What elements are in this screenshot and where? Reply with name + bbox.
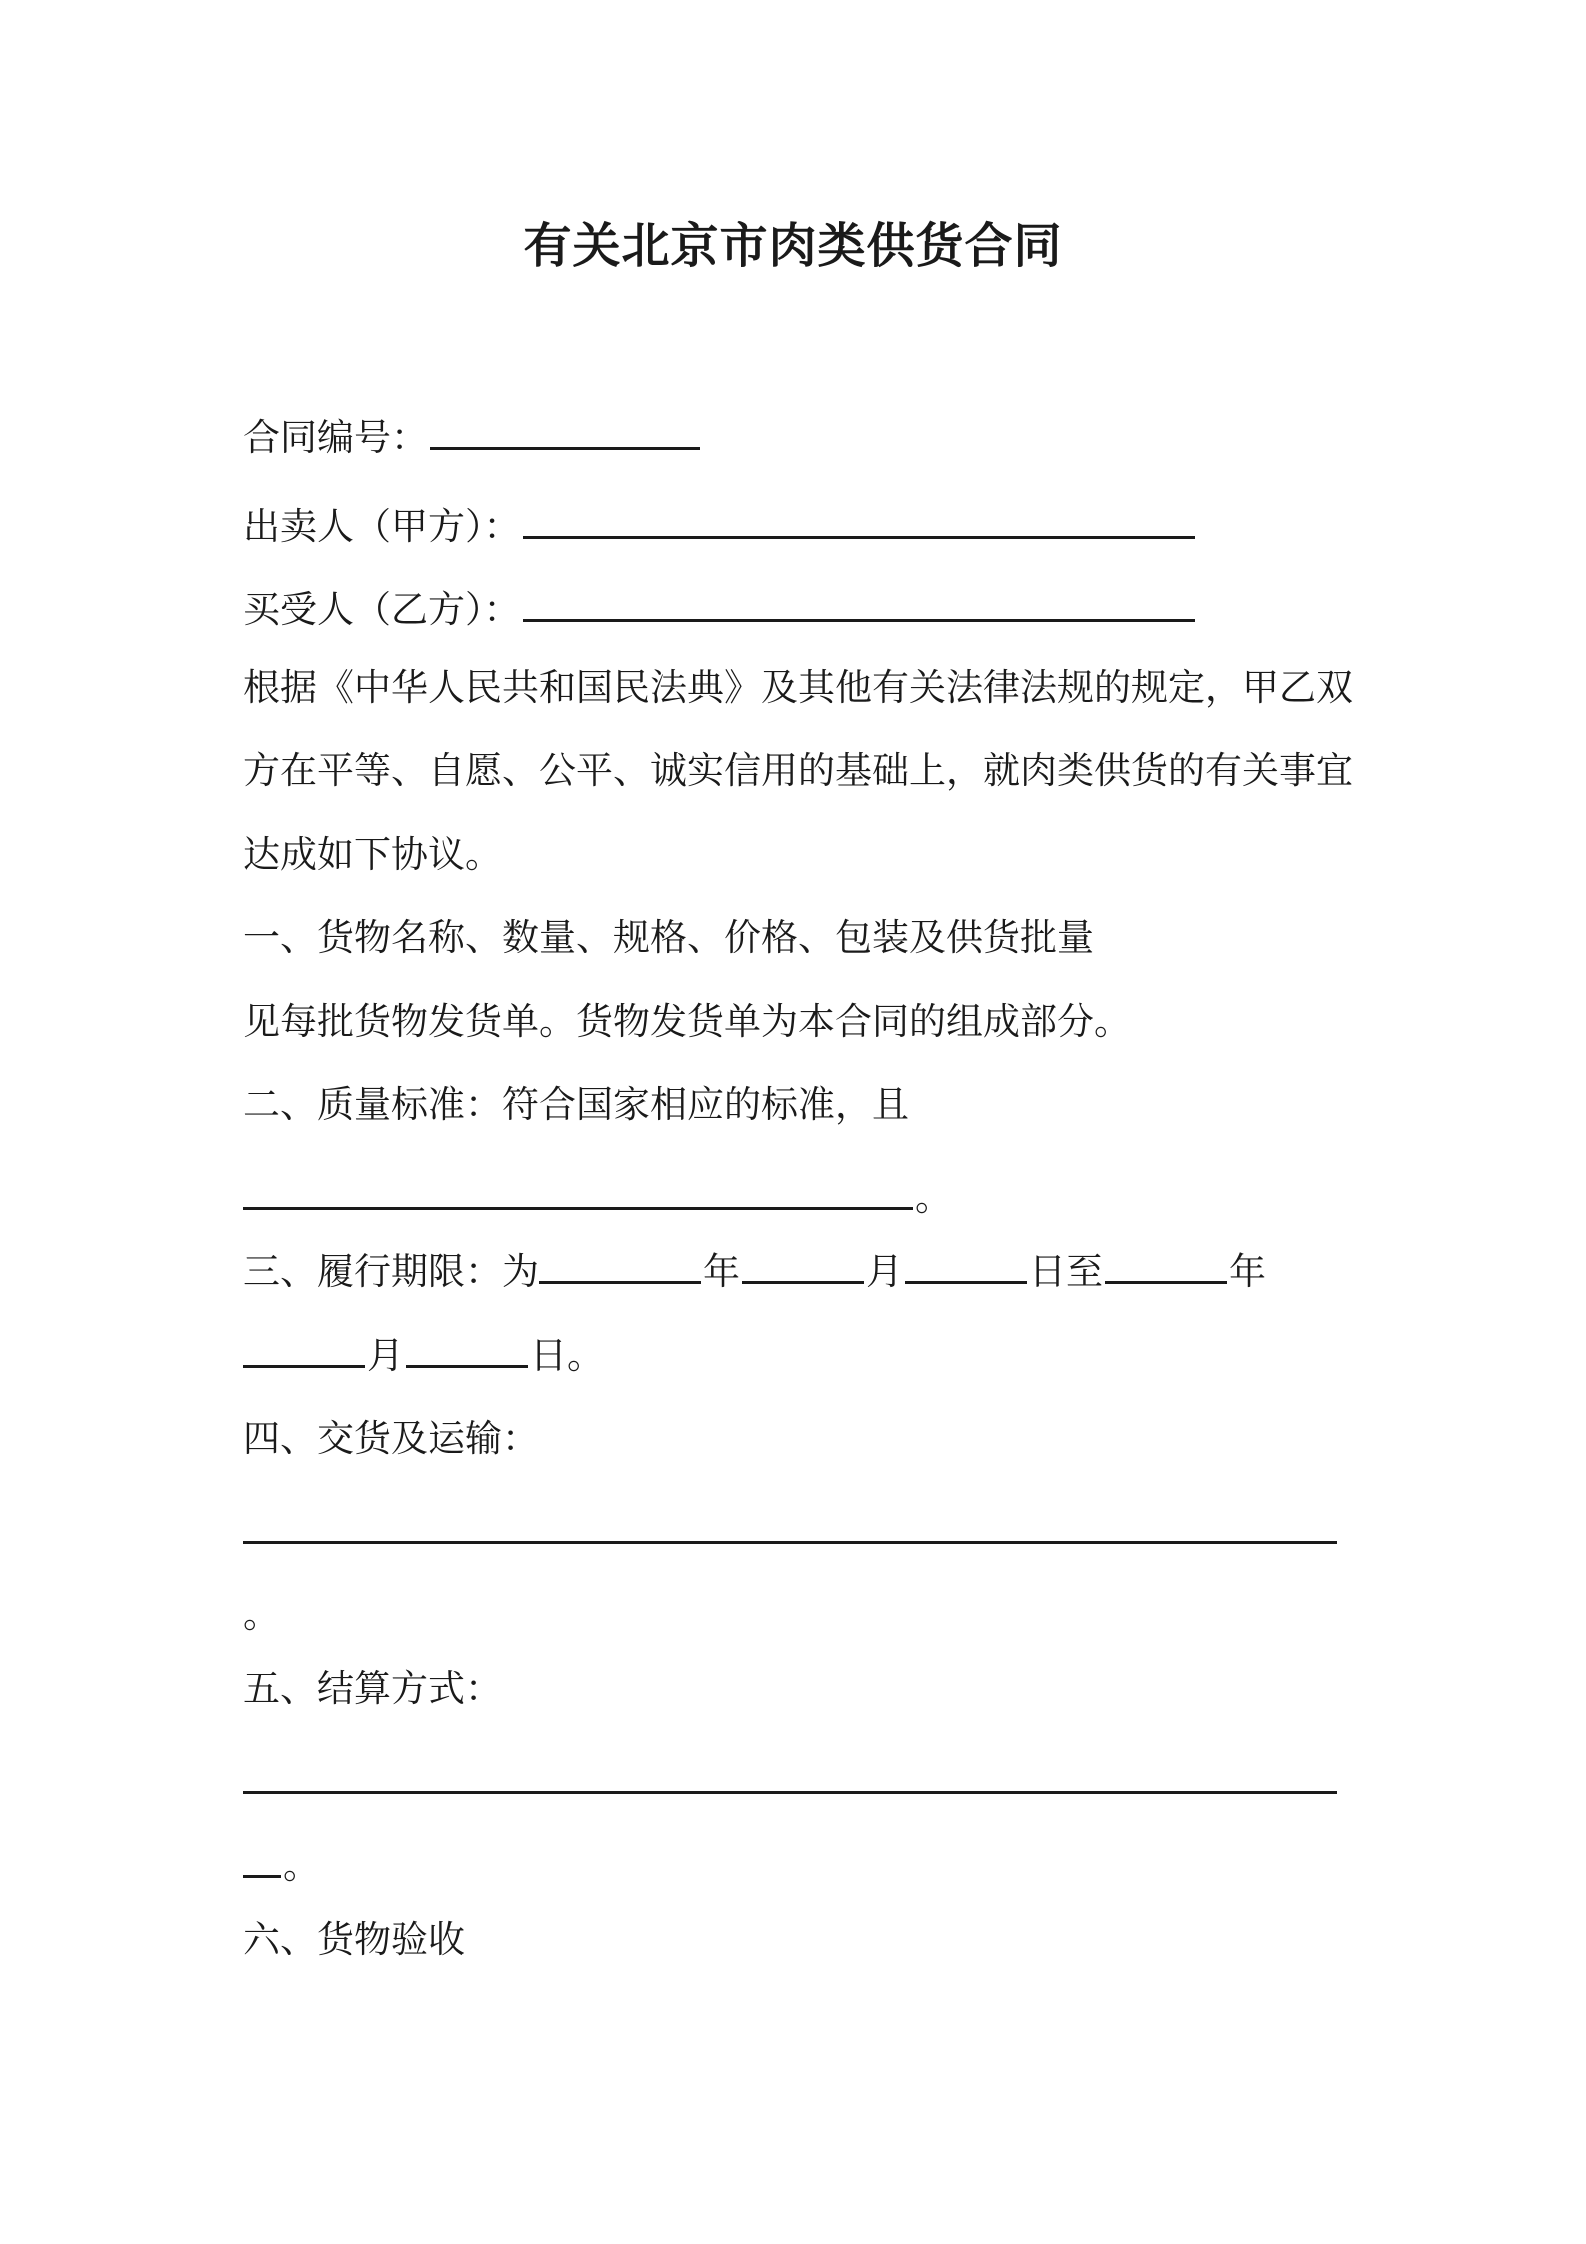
preamble-line-1: 根据《中华人民共和国民法典》及其他有关法律法规的规定，甲乙双 — [243, 666, 1353, 709]
end-day-blank[interactable] — [406, 1331, 528, 1368]
settlement-method-blank-end[interactable] — [243, 1841, 281, 1878]
start-year-blank[interactable] — [539, 1247, 701, 1284]
preamble-line-3: 达成如下协议。 — [243, 833, 502, 876]
year-label: 年 — [703, 1250, 740, 1293]
quality-standard-blank[interactable] — [243, 1173, 913, 1210]
contract-number-line — [243, 413, 702, 463]
buyer-label: 买受人（乙方）： — [243, 588, 521, 631]
buyer-blank[interactable] — [523, 585, 1195, 622]
section-3-line-2 — [243, 1331, 604, 1381]
section-5-heading: 五、结算方式： — [243, 1667, 502, 1710]
section-1-heading: 一、货物名称、数量、规格、价格、包装及供货批量 — [243, 916, 1094, 959]
section-6-heading: 六、货物验收 — [243, 1918, 465, 1961]
end-year-blank[interactable] — [1105, 1247, 1227, 1284]
section-2-blank-line — [243, 1173, 952, 1223]
seller-line — [243, 502, 1197, 552]
end-month-blank[interactable] — [243, 1331, 365, 1368]
preamble-line-2: 方在平等、自愿、公平、诚实信用的基础上，就肉类供货的有关事宜 — [243, 749, 1353, 792]
section-3-prefix: 三、履行期限：为 — [243, 1250, 539, 1293]
seller-label: 出卖人（甲方）： — [243, 505, 521, 548]
settlement-method-blank[interactable] — [243, 1757, 1337, 1794]
section-4-heading: 四、交货及运输： — [243, 1417, 539, 1460]
section-5-blank-line — [243, 1757, 1339, 1807]
section-2-heading: 二、质量标准：符合国家相应的标准，且 — [243, 1083, 909, 1126]
delivery-transport-blank[interactable] — [243, 1507, 1337, 1544]
month-label: 月 — [367, 1334, 404, 1377]
start-day-blank[interactable] — [905, 1247, 1027, 1284]
section-1-text: 见每批货物发货单。货物发货单为本合同的组成部分。 — [243, 1000, 1131, 1043]
section-4-blank-line — [243, 1507, 1339, 1557]
day-end-label: 日。 — [530, 1334, 604, 1377]
section-5-blank-line-2 — [243, 1841, 320, 1891]
day-to-label: 日至 — [1029, 1250, 1103, 1293]
document-title: 有关北京市肉类供货合同 — [523, 218, 1063, 274]
period-mark: 。 — [915, 1176, 952, 1219]
year-label: 年 — [1229, 1250, 1266, 1293]
seller-blank[interactable] — [523, 502, 1195, 539]
section-3-line-1 — [243, 1247, 1266, 1297]
start-month-blank[interactable] — [742, 1247, 864, 1284]
contract-number-blank[interactable] — [430, 413, 700, 450]
period-mark: 。 — [283, 1844, 320, 1887]
month-label: 月 — [866, 1250, 903, 1293]
buyer-line — [243, 585, 1197, 635]
section-4-period: 。 — [243, 1593, 280, 1636]
contract-number-label: 合同编号： — [243, 416, 428, 459]
